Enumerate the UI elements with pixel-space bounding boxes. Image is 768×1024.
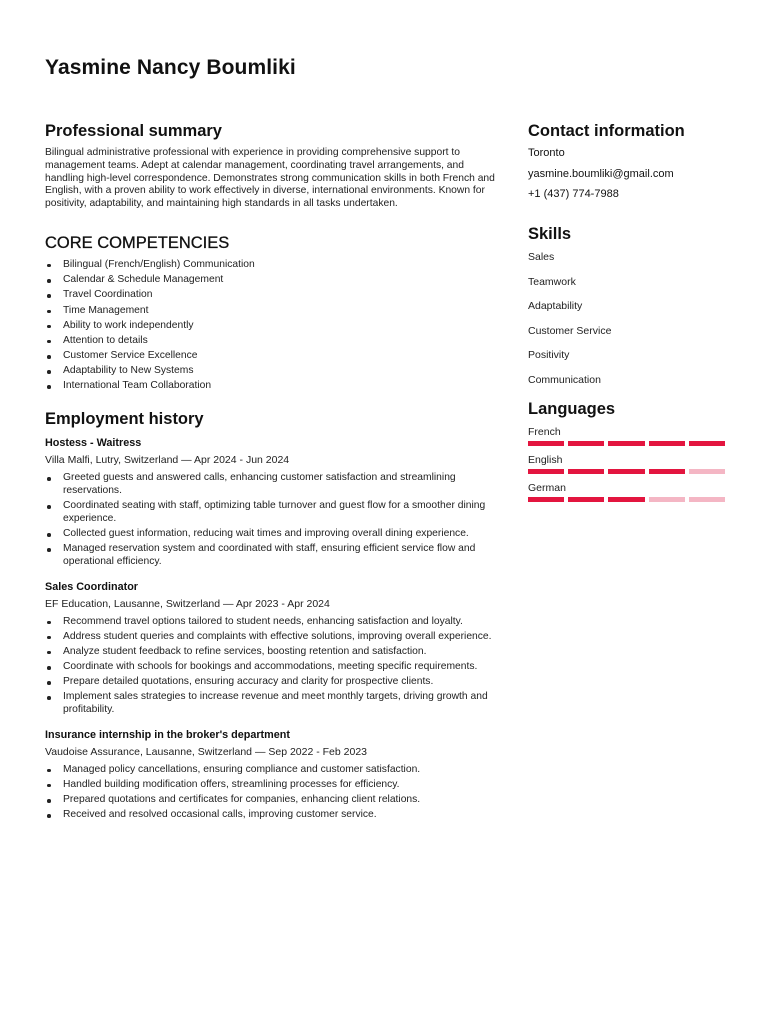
list-item: Analyze student feedback to refine services, boosting retention and satisfaction. bbox=[45, 646, 497, 659]
contact-heading: Contact information bbox=[528, 122, 685, 140]
languages-section bbox=[528, 399, 728, 502]
language-item bbox=[528, 454, 728, 474]
core-competencies-list bbox=[45, 259, 497, 393]
job-meta: EF Education, Lausanne, Switzerland — Apr 2023 - Apr 2024 bbox=[45, 597, 330, 610]
skills-section bbox=[528, 224, 728, 386]
summary-heading: Professional summary bbox=[45, 122, 222, 140]
list-item: Coordinated seating with staff, optimizing table turnover and guest flow for a smoother dining experience. bbox=[45, 500, 497, 526]
level-segment-filled bbox=[568, 469, 604, 474]
list-item: Address student queries and complaints with effective solutions, improving overall experience. bbox=[45, 631, 497, 644]
skill-item: Teamwork bbox=[528, 275, 576, 288]
job-duties-list bbox=[45, 472, 497, 568]
job-meta: Villa Malfi, Lutry, Switzerland — Apr 2024 - Jun 2024 bbox=[45, 454, 290, 467]
level-segment-filled bbox=[528, 497, 564, 502]
language-name: English bbox=[528, 453, 563, 466]
level-segment-filled bbox=[528, 469, 564, 474]
list-item: Managed policy cancellations, ensuring compliance and customer satisfaction. bbox=[45, 764, 497, 777]
language-level-bar bbox=[528, 497, 725, 502]
contact-city: Toronto bbox=[528, 147, 565, 159]
level-segment-filled bbox=[528, 441, 564, 446]
resume-name: Yasmine Nancy Boumliki bbox=[45, 56, 296, 79]
skill-item: Positivity bbox=[528, 349, 570, 362]
summary-text: Bilingual administrative professional with experience in providing comprehensive support to management teams. Adept at calendar management, coordinating travel arrangements, and handling high-level correspondence. Demonstrates strong communication skills in both French and English, with a proven ability to work effectively in diverse, international environments. Known for positivity, adaptability, and maintaining high standards in all tasks undertaken. bbox=[45, 147, 495, 210]
contact-phone[interactable]: +1 (437) 774-7988 bbox=[528, 188, 619, 200]
language-name: French bbox=[528, 425, 561, 438]
skill-item: Adaptability bbox=[528, 300, 583, 313]
language-item bbox=[528, 482, 728, 502]
level-segment-filled bbox=[608, 441, 644, 446]
level-segment-filled bbox=[649, 441, 685, 446]
list-item: Bilingual (French/English) Communication bbox=[45, 259, 497, 272]
level-segment-empty bbox=[649, 497, 685, 502]
list-item: International Team Collaboration bbox=[45, 380, 497, 393]
list-item: Implement sales strategies to increase revenue and meet monthly targets, driving growth and profitability. bbox=[45, 691, 497, 717]
level-segment-filled bbox=[608, 497, 644, 502]
job-title: Insurance internship in the broker's department bbox=[45, 728, 290, 741]
language-level-bar bbox=[528, 469, 725, 474]
skill-item: Sales bbox=[528, 251, 555, 263]
level-segment-filled bbox=[568, 497, 604, 502]
contact-email[interactable]: yasmine.boumliki@gmail.com bbox=[528, 167, 674, 180]
list-item: Travel Coordination bbox=[45, 289, 497, 302]
level-segment-filled bbox=[689, 441, 725, 446]
level-segment-empty bbox=[689, 497, 725, 502]
list-item: Managed reservation system and coordinated with staff, ensuring efficient service flow and operational efficiency. bbox=[45, 543, 497, 569]
job-entry bbox=[45, 580, 497, 717]
core-competencies-section bbox=[45, 233, 497, 393]
job-duties-list bbox=[45, 764, 497, 822]
skill-item: Customer Service bbox=[528, 324, 612, 337]
language-level-bar bbox=[528, 441, 725, 446]
list-item: Handled building modification offers, streamlining processes for efficiency. bbox=[45, 779, 497, 792]
job-meta: Vaudoise Assurance, Lausanne, Switzerland — Sep 2022 - Feb 2023 bbox=[45, 745, 368, 758]
list-item: Coordinate with schools for bookings and accommodations, meeting specific requirements. bbox=[45, 661, 497, 674]
employment-history-section bbox=[45, 409, 497, 822]
main-column bbox=[45, 121, 497, 824]
core-competencies-heading: CORE COMPETENCIES bbox=[45, 233, 230, 252]
professional-summary-section bbox=[45, 121, 497, 211]
level-segment-empty bbox=[689, 469, 725, 474]
list-item: Recommend travel options tailored to student needs, enhancing satisfaction and loyalty. bbox=[45, 616, 497, 629]
job-entry bbox=[45, 728, 497, 822]
employment-heading: Employment history bbox=[45, 410, 204, 429]
job-entry bbox=[45, 436, 497, 568]
languages-heading: Languages bbox=[528, 399, 616, 418]
sidebar-column bbox=[528, 121, 728, 502]
list-item: Calendar & Schedule Management bbox=[45, 274, 497, 287]
list-item: Prepared quotations and certificates for companies, enhancing client relations. bbox=[45, 794, 497, 807]
skill-item: Communication bbox=[528, 373, 601, 386]
language-item bbox=[528, 426, 728, 446]
list-item: Prepare detailed quotations, ensuring accuracy and clarity for prospective clients. bbox=[45, 676, 497, 689]
list-item: Time Management bbox=[45, 305, 497, 318]
list-item: Attention to details bbox=[45, 335, 497, 348]
skills-list bbox=[528, 251, 728, 386]
list-item: Customer Service Excellence bbox=[45, 350, 497, 363]
job-title: Hostess - Waitress bbox=[45, 437, 142, 450]
list-item: Greeted guests and answered calls, enhancing customer satisfaction and streamlining reservations. bbox=[45, 472, 497, 498]
level-segment-filled bbox=[608, 469, 644, 474]
list-item: Collected guest information, reducing wait times and improving overall dining experience. bbox=[45, 528, 497, 541]
skills-heading: Skills bbox=[528, 225, 572, 243]
job-title: Sales Coordinator bbox=[45, 580, 138, 593]
level-segment-filled bbox=[649, 469, 685, 474]
language-name: German bbox=[528, 481, 566, 494]
contact-section bbox=[528, 121, 728, 201]
job-duties-list bbox=[45, 616, 497, 717]
level-segment-filled bbox=[568, 441, 604, 446]
list-item: Received and resolved occasional calls, improving customer service. bbox=[45, 809, 497, 822]
list-item: Ability to work independently bbox=[45, 320, 497, 333]
list-item: Adaptability to New Systems bbox=[45, 365, 497, 378]
